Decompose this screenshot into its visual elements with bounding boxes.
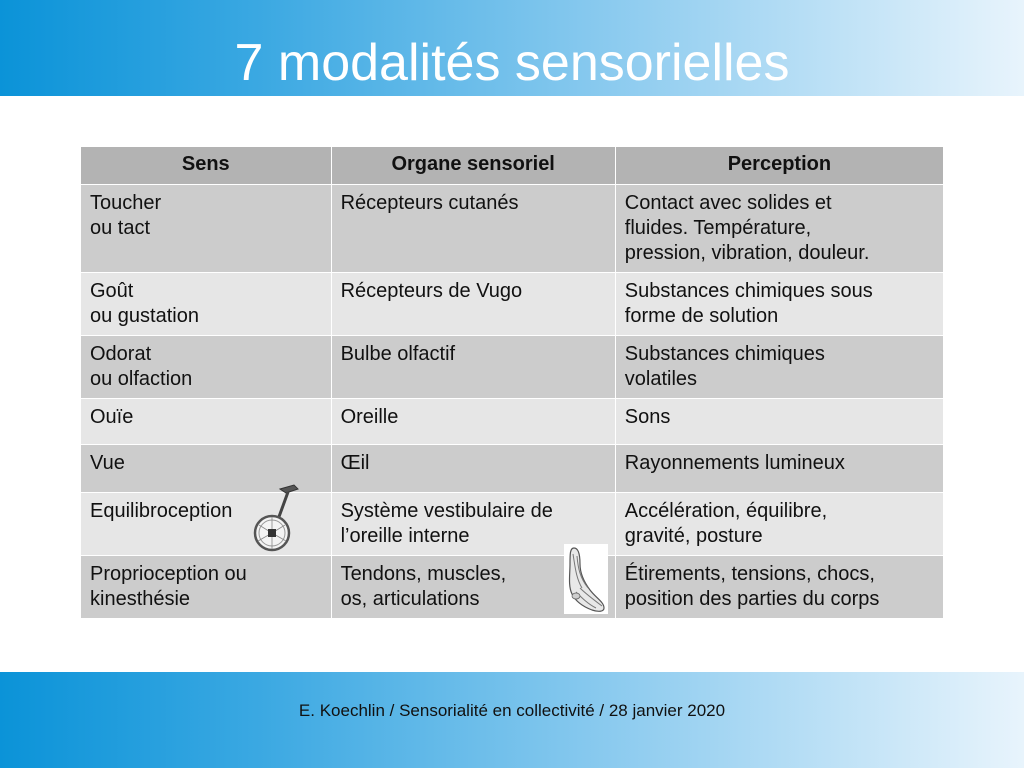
header-sens: Sens (81, 147, 332, 185)
table-row (81, 556, 944, 619)
cell-organe: Œil (331, 445, 615, 493)
cell-sens: Proprioception ou kinesthésie (81, 556, 332, 619)
cell-perception: Accélération, équilibre, gravité, posture (615, 493, 943, 556)
senses-table (80, 146, 944, 619)
cell-sens: Goût ou gustation (81, 273, 332, 336)
cell-perception: Étirements, tensions, chocs, position des parties du corps (615, 556, 943, 619)
table-row (81, 273, 944, 336)
table-row (81, 445, 944, 493)
unicycle-icon (250, 483, 304, 553)
table-row (81, 399, 944, 445)
cell-sens: Odorat ou olfaction (81, 336, 332, 399)
cell-sens: Toucher ou tact (81, 185, 332, 273)
cell-perception: Contact avec solides et fluides. Température, pression, vibration, douleur. (615, 185, 943, 273)
cell-organe: Tendons, muscles, os, articulations (331, 556, 615, 619)
cell-organe: Oreille (331, 399, 615, 445)
cell-perception: Substances chimiques volatiles (615, 336, 943, 399)
table-row (81, 493, 944, 556)
cell-organe: Récepteurs de Vugo (331, 273, 615, 336)
cell-perception: Sons (615, 399, 943, 445)
cell-organe: Système vestibulaire de l’oreille interne (331, 493, 615, 556)
cell-perception: Rayonnements lumineux (615, 445, 943, 493)
table-row (81, 185, 944, 273)
footer-caption: E. Koechlin / Sensorialité en collectivité / 28 janvier 2020 (298, 701, 726, 720)
table-row (81, 336, 944, 399)
cell-sens: Vue (81, 445, 332, 493)
cell-sens: Ouïe (81, 399, 332, 445)
header-organe: Organe sensoriel (331, 147, 615, 185)
cell-sens: Equilibroception (81, 493, 332, 556)
cell-organe: Bulbe olfactif (331, 336, 615, 399)
foot-anatomy-icon (564, 544, 608, 614)
cell-perception: Substances chimiques sous forme de solution (615, 273, 943, 336)
cell-organe: Récepteurs cutanés (331, 185, 615, 273)
table-header-row (81, 147, 944, 185)
slide-title: 7 modalités sensorielles (234, 34, 790, 92)
header-perception: Perception (615, 147, 943, 185)
